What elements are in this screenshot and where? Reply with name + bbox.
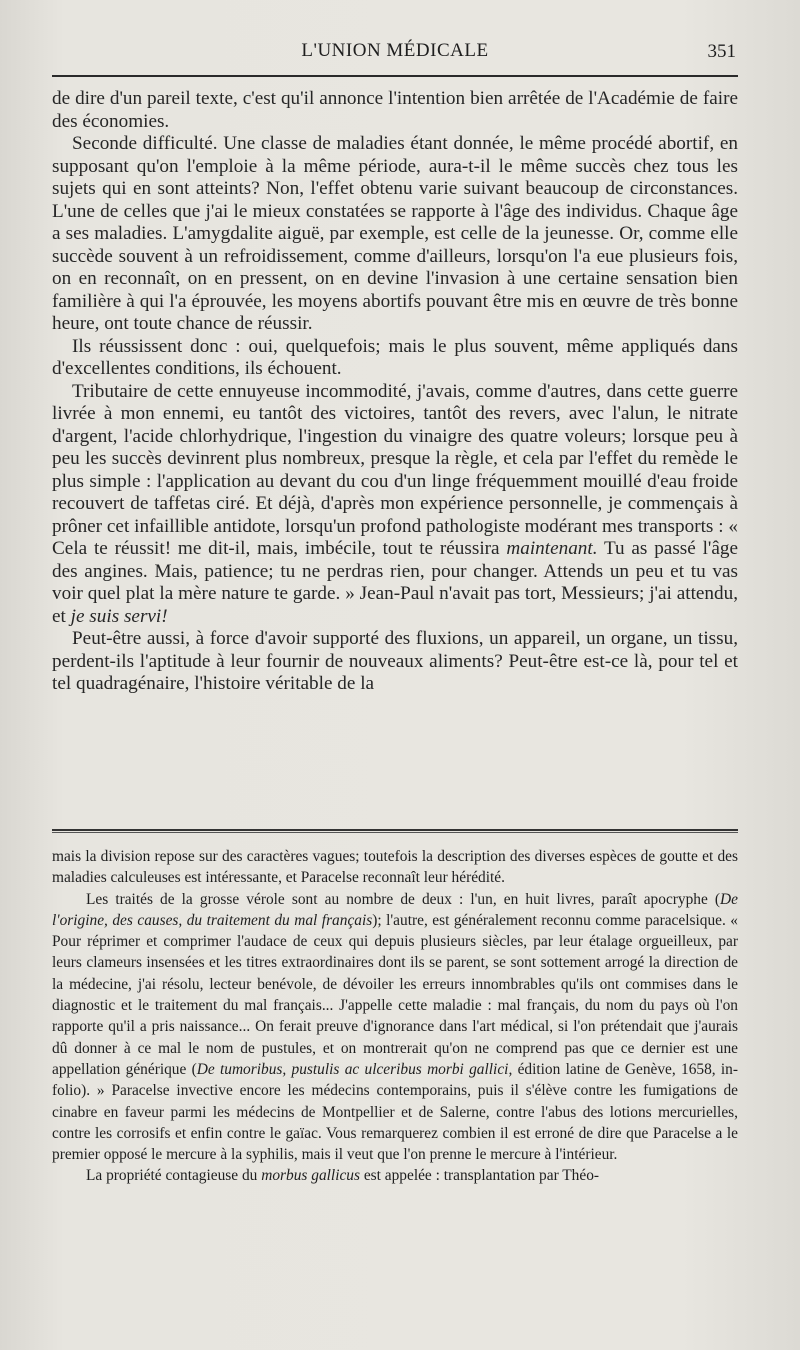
tributary-text-a: Tributaire de cette ennuyeuse incommodité, j'avais, comme d'autres, dans cette guerre livrée à mon ennemi, eu tantôt des victoires, tantôt des revers, avec l'alun, le nitrate d'argent, l'acide chlorhydrique, l'ingestion du vinaigre des quatre voleurs; lorsque peu à peu les succès devinrent plus nombreux, presque la règle, et cela par l'effet du remède le plus simple : l'application au devant du cou d'un linge fréquemment mouillé d'eau froide recouvert de taffetas ciré. Et déjà, d'après mon expérience personnelle, je commençais à prôner cet infaillible antidote, lorsqu'un profond pathologiste modérant mes transports : « Cela te réussit! me dit-il, mais, imbécile, tout te réussira (52, 380, 738, 559)
note3-text-a: La propriété contagieuse du (86, 1167, 262, 1185)
page-number: 351 (707, 41, 736, 62)
note3-emphasis: morbus gallicus (261, 1167, 360, 1185)
note3-text-b: est appelée : transplantation par Théo- (359, 1167, 600, 1185)
header-rule (52, 75, 738, 77)
paragraph-second-difficulty: Seconde difficulté. Une classe de maladies étant donnée, le même procédé abortif, en supposant qu'on l'emploie à la même période, aura-t-il le même succès chez tous les sujets qui en sont atteints? Non, l'effet obtenu varie suivant beaucoup de circonstances. L'une de celles que j'ai le mieux constatées se rapporte à l'âge des individus. Chaque âge a ses maladies. L'amygdalite aiguë, par exemple, est celle de la jeunesse. Or, comme elle succède souvent à un refroidissement, comme d'ailleurs, lorsqu'on l'a eue plusieurs fois, on en reconnaît, on en pressent, on en devine l'invasion à une certaine sensation bien familière à qui l'a éprouvée, les moyens abortifs pouvant être mis en œuvre de très bonne heure, ont toute chance de réussir. (52, 133, 738, 334)
paragraph-fluxions: Peut-être aussi, à force d'avoir supporté des fluxions, un appareil, un organe, un tissu, perdent-ils l'aptitude à leur fournir de nouveaux aliments? Peut-être est-ce là, pour tel et tel quadragénaire, l'histoire véritable de la (52, 628, 738, 694)
note-continuation: mais la division repose sur des caractères vagues; toutefois la description des diverses espèces de goutte et des maladies calculeuses est intéressante, et Paracelse reconnaît leur hérédité. (52, 848, 738, 887)
note-text-b: ); l'autre, est généralement reconnu comme paracelsique. « Pour réprimer et comprimer l'audace de ceux qui depuis plusieurs siècles, par leur étalage orgueilleux, par leurs clameurs insensées et les titres extraordinaires dont ils se parent, se sont sottement arrogé la direction de la médecine, j'ai résolu, lecteur benévole, de dévoiler les erreurs innombrables qu'ils ont commises dans le diagnostic et le traitement du mal français... J'appelle cette maladie : mal français, du nom du pays où l'on rapporte qu'il a pris naissance... On ferait preuve d'ignorance dans l'art médical, si l'on prétendait que j'aurais dû donner à ce mal le nom de pustules, et on montrerait qu'on ne comprend pas que ce dernier est une appellation générique ( (52, 911, 739, 1078)
tributary-emphasis-maintenant: maintenant. (506, 538, 598, 559)
tributary-text-b: Tu as passé l'âge des angines. Mais, patience; tu ne perdras rien, pour changer. Attends un peu et tu vas voir quel plat la mère nature te garde. » Jean-Paul n'avait pas tort, Messieurs; j'ai attendu, et (52, 538, 738, 627)
paragraph-continuation: de dire d'un pareil texte, c'est qu'il annonce l'intention bien arrêtée de l'Académie de faire des économies. (52, 88, 738, 132)
page-header (52, 40, 738, 70)
note-text-a: Les traités de la grosse vérole sont au nombre de deux : l'un, en huit livres, paraît apocryphe ( (86, 890, 721, 908)
note-morbus-gallicus (52, 1165, 738, 1186)
main-text (52, 88, 738, 696)
note-title-origine: De l'origine, des causes, du traitement du mal français (52, 890, 738, 929)
note-grosse-verole (52, 889, 738, 1166)
note-text-c: édition latine de Genève, 1658, in-folio). » Paracelse invective encore les médecins contemporains, puis il s'élève contre les fumigations de cinabre en faveur parmi les médecins de Montpellier et de Salerne, contre l'abus des lotions mercurielles, contre les corrosifs et enfin contre le gaïac. Vous remarquerez combien il est erroné de dire que Paracelse a le premier opposé le mercure à la syphilis, mais il veut que l'on prenne le mercure à l'intérieur. (52, 1060, 739, 1164)
footnotes (52, 846, 738, 1187)
paragraph-tributary (52, 381, 738, 629)
note-title-tumoribus: De tumoribus, pustulis ac ulceribus morbi gallici, (196, 1060, 513, 1078)
running-title: L'UNION MÉDICALE (301, 40, 489, 61)
tributary-emphasis-servi: je suis servi! (70, 605, 168, 627)
footnote-rule (52, 829, 738, 833)
paragraph-success: Ils réussissent donc : oui, quelquefois; mais le plus souvent, même appliqués dans d'excellentes conditions, ils échouent. (52, 335, 738, 379)
